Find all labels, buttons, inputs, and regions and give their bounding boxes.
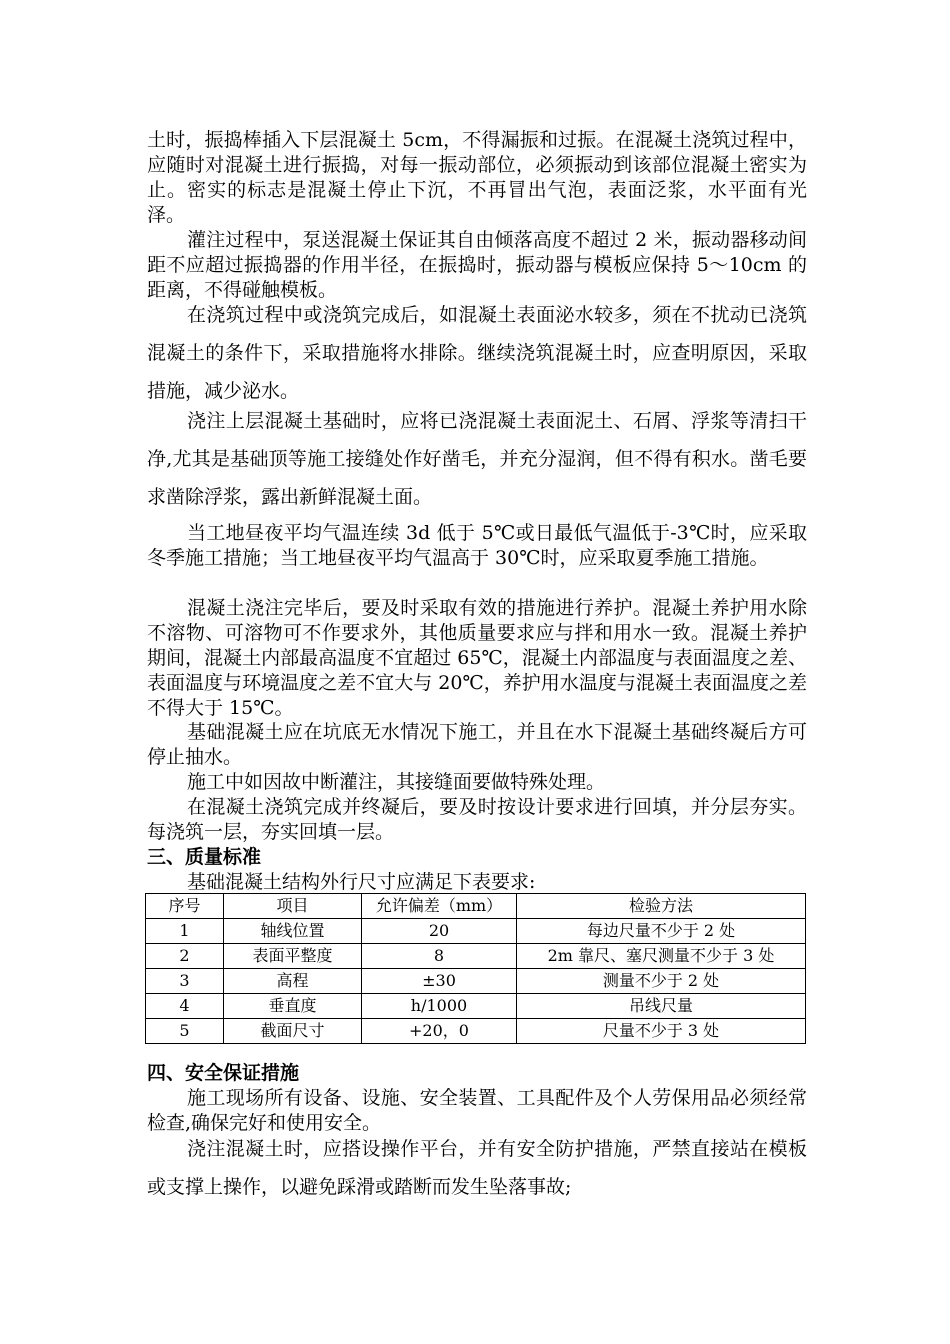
cell-item: 截面尺寸 — [224, 1019, 362, 1044]
header-no: 序号 — [146, 894, 224, 919]
quality-standard-table — [145, 893, 806, 1044]
paragraph-interruption: 施工中如因故中断灌注，其接缝面要做特殊处理。 — [187, 771, 606, 793]
table-intro: 基础混凝土结构外行尺寸应满足下表要求: — [187, 871, 536, 893]
paragraph-season-construction: 当工地昼夜平均气温连续 3d 低于 5℃或日最低气温低于-3℃时，应采取冬季施工措施；当工地昼夜平均气温高于 30℃时，应采取夏季施工措施。 — [147, 522, 807, 569]
paragraph-upper-layer: 浇注上层混凝土基础时，应将已浇混凝土表面泥土、石屑、浮浆等清扫干净,尤其是基础顶等施工接缝处作好凿毛，并充分湿润，但不得有积水。凿毛要求凿除浮浆，露出新鲜混凝土面。 — [147, 410, 807, 508]
cell-item: 轴线位置 — [224, 919, 362, 944]
paragraph-curing: 混凝土浇注完毕后，要及时采取有效的措施进行养护。混凝土养护用水除不溶物、可溶物可不作要求外，其他质量要求应与拌和用水一致。混凝土养护期间，混凝土内部最高温度不宜超过 65℃，混凝土内部温度与表面温度之差、表面温度与环境温度之差不宜大与 20℃，养护用水温度与混凝土表面温度之差不得大于 15℃。 — [147, 597, 807, 719]
cell-no: 5 — [146, 1019, 224, 1044]
cell-method: 尺量不少于 3 处 — [517, 1019, 806, 1044]
paragraph-vibration: 土时，振捣棒插入下层混凝土 5cm，不得漏振和过振。在混凝土浇筑过程中，应随时对混凝土进行振捣，对每一振动部位，必须振动到该部位混凝土密实为止。密实的标志是混凝土停止下沉，不再冒出气泡，表面泛浆，水平面有光泽。 — [147, 129, 807, 226]
paragraph-platform-safety: 浇注混凝土时，应搭设操作平台，并有安全防护措施，严禁直接站在模板或支撑上操作，以避免踩滑或踏断而发生坠落事故; — [147, 1138, 807, 1198]
paragraph-equipment-check: 施工现场所有设备、设施、安全装置、工具配件及个人劳保用品必须经常检查,确保完好和使用安全。 — [147, 1087, 807, 1134]
header-method: 检验方法 — [517, 894, 806, 919]
section-heading-safety: 四、安全保证措施 — [147, 1062, 300, 1084]
table-row — [146, 944, 806, 969]
table-row — [146, 994, 806, 1019]
paragraph-bleeding-water: 在浇筑过程中或浇筑完成后，如混凝土表面泌水较多，须在不扰动已浇筑混凝土的条件下，采取措施将水排除。继续浇筑混凝土时，应查明原因，采取措施，减少泌水。 — [147, 304, 807, 402]
cell-no: 4 — [146, 994, 224, 1019]
cell-tolerance: h/1000 — [362, 994, 517, 1019]
section-heading-quality: 三、质量标准 — [147, 846, 262, 868]
cell-method: 吊线尺量 — [517, 994, 806, 1019]
header-item: 项目 — [224, 894, 362, 919]
cell-no: 2 — [146, 944, 224, 969]
cell-tolerance: +20，0 — [362, 1019, 517, 1044]
paragraph-backfill: 在混凝土浇筑完成并终凝后，要及时按设计要求进行回填，并分层夯实。每浇筑一层，夯实回填一层。 — [147, 796, 807, 843]
cell-tolerance: 8 — [362, 944, 517, 969]
cell-item: 表面平整度 — [224, 944, 362, 969]
table-header-row — [146, 894, 806, 919]
table-row — [146, 969, 806, 994]
header-tolerance: 允许偏差（mm） — [362, 894, 517, 919]
cell-tolerance: ±30 — [362, 969, 517, 994]
cell-method: 每边尺量不少于 2 处 — [517, 919, 806, 944]
cell-no: 1 — [146, 919, 224, 944]
table-row — [146, 919, 806, 944]
cell-item: 高程 — [224, 969, 362, 994]
paragraph-dewatering: 基础混凝土应在坑底无水情况下施工，并且在水下混凝土基础终凝后方可停止抽水。 — [147, 721, 807, 768]
cell-method: 测量不少于 2 处 — [517, 969, 806, 994]
cell-item: 垂直度 — [224, 994, 362, 1019]
cell-method: 2m 靠尺、塞尺测量不少于 3 处 — [517, 944, 806, 969]
cell-tolerance: 20 — [362, 919, 517, 944]
table-row — [146, 1019, 806, 1044]
paragraph-pouring-height: 灌注过程中，泵送混凝土保证其自由倾落高度不超过 2 米，振动器移动间距不应超过振捣器的作用半径，在振捣时，振动器与模板应保持 5～10cm 的距离，不得碰触模板。 — [147, 229, 807, 301]
cell-no: 3 — [146, 969, 224, 994]
